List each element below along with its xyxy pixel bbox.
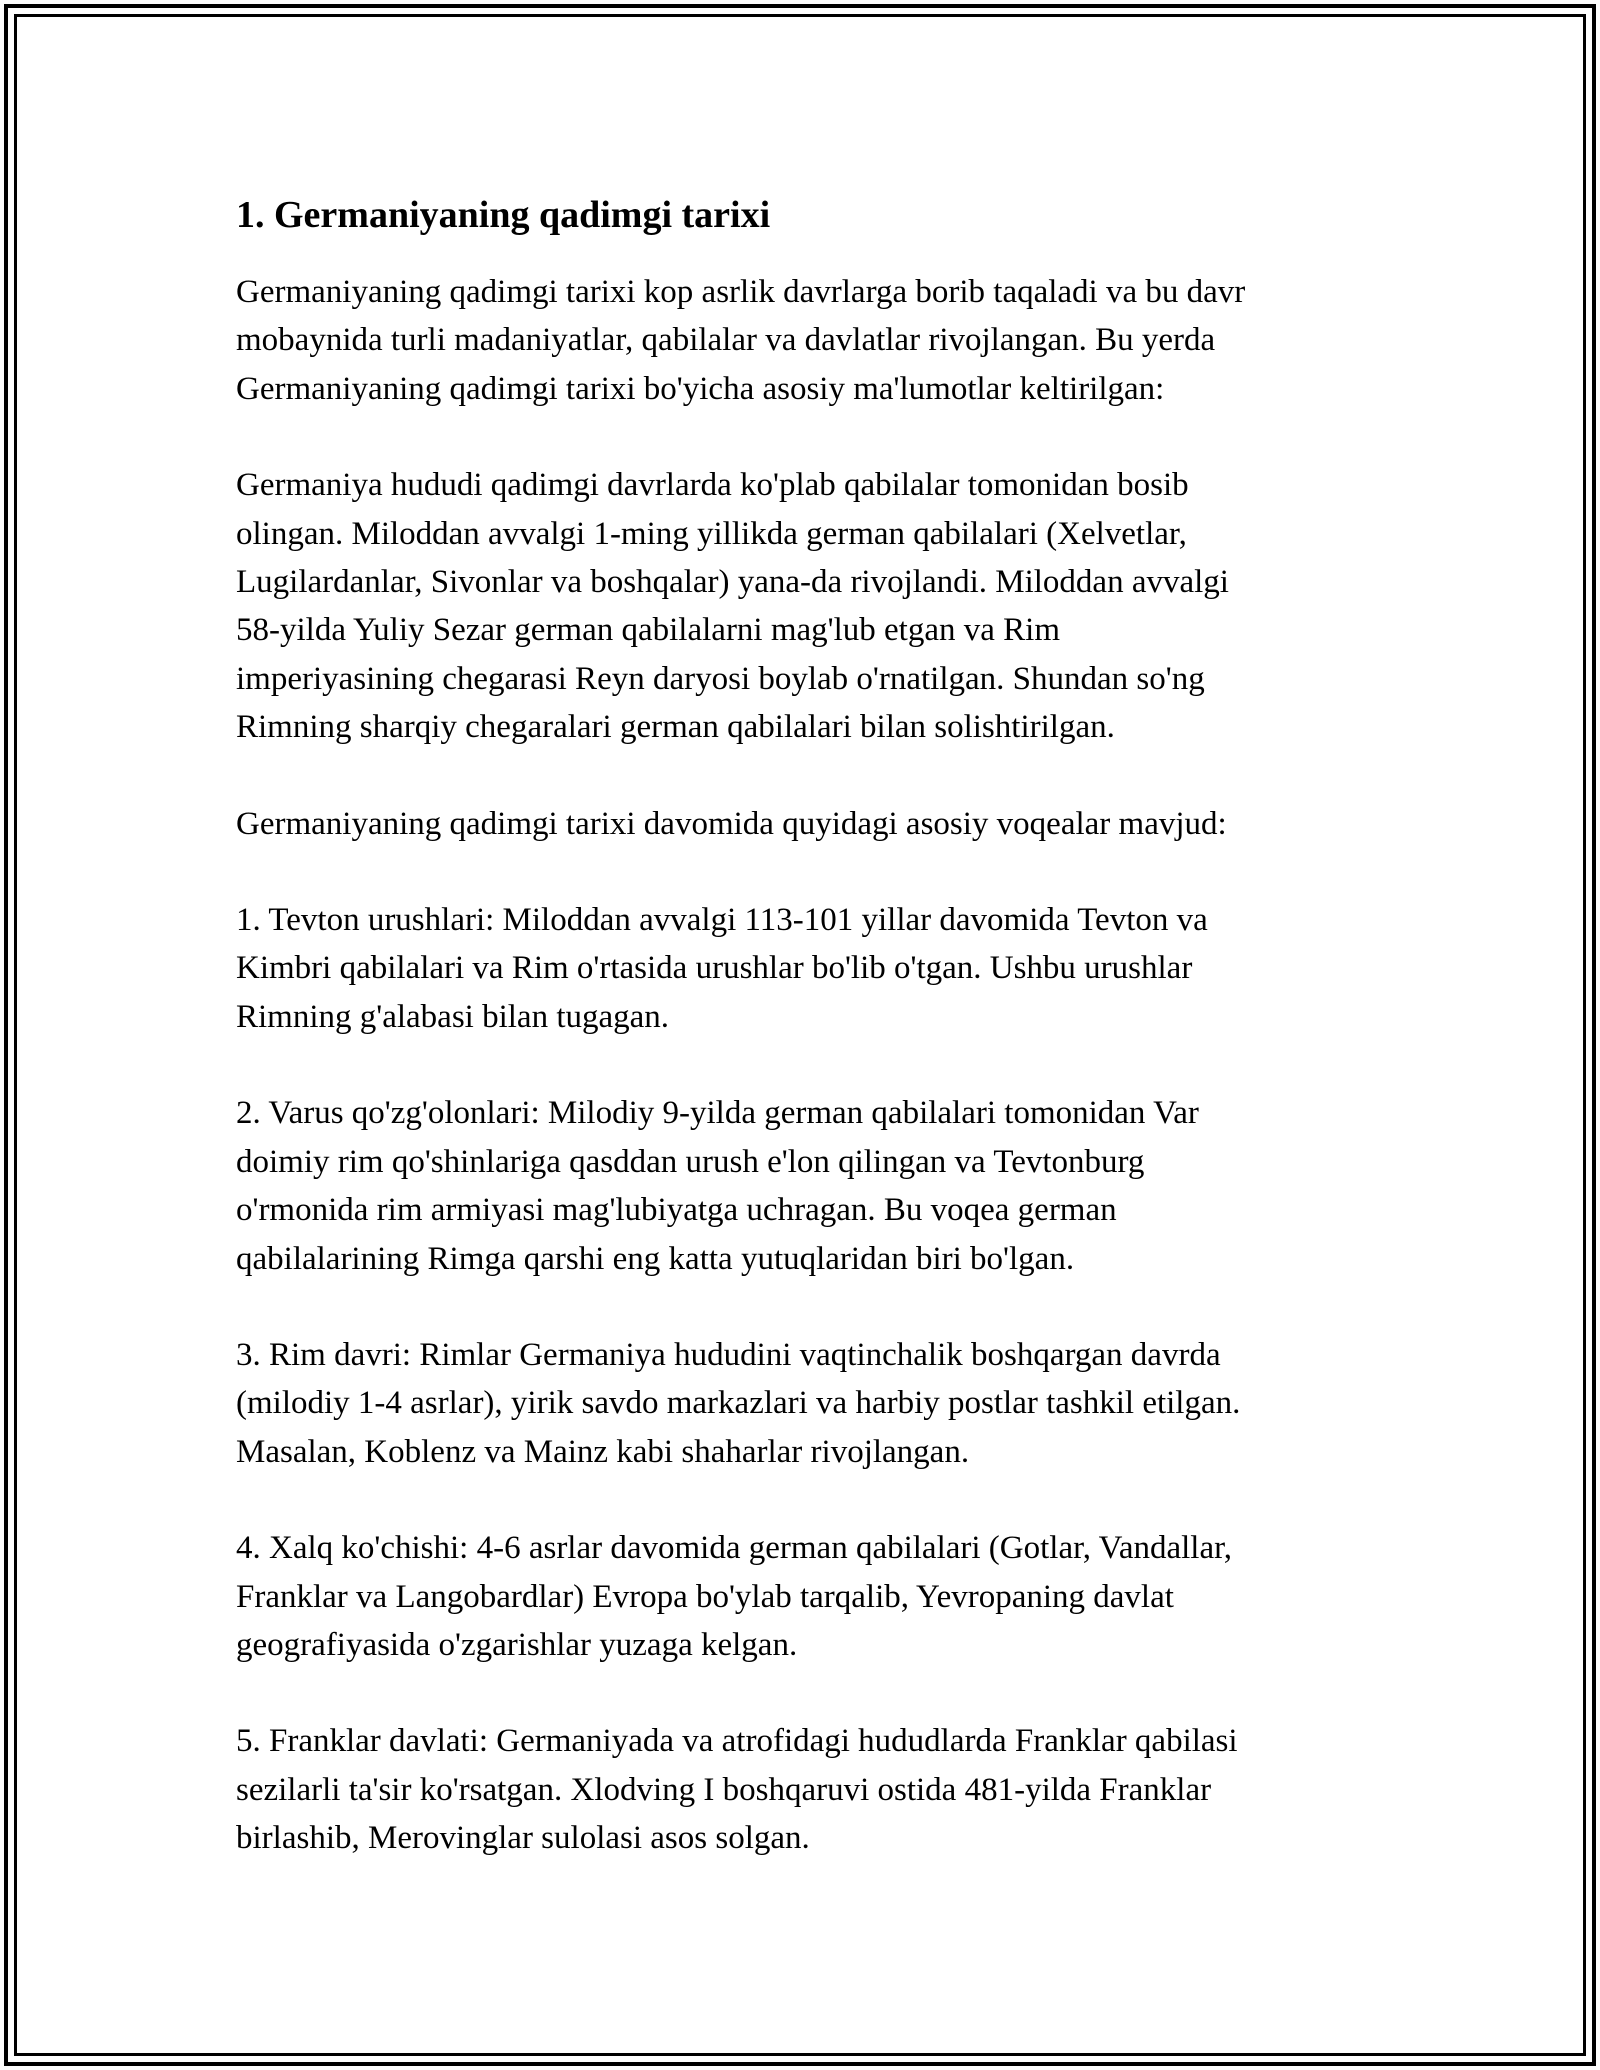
document-title: 1. Germaniyaning qadimgi tarixi [236,194,771,236]
document-body [236,188,1396,1911]
list-item-roman-period: 3. Rim davri: Rimlar Germaniya hududini vaqtinchalik boshqargan davrda (milodiy 1-4 asrlar), yirik savdo markazlari va harbiy postlar tashkil etilgan. Masalan, Koblenz va Mainz kabi shaharlar rivojlangan. [236,1336,1241,1470]
paragraph-intro: Germaniyaning qadimgi tarixi kop asrlik davrlarga borib taqaladi va bu davr mobaynida turli madaniyatlar, qabilalar va davlatlar rivojlangan. Bu yerda Germaniyaning qadimgi tarixi bo'yicha asosiy ma'lumotlar keltirilgan: [236,274,1246,407]
list-item-frankish-state: 5. Franklar davlati: Germaniyada va atrofidagi hududlarda Franklar qabilasi sezilarli ta'sir ko'rsatgan. Xlodving I boshqaruvi ostida 481-yilda Franklar birlashib, Merovinglar sulolasi asos solgan. [236,1723,1238,1857]
list-item-migration-period: 4. Xalq ko'chishi: 4-6 asrlar davomida german qabilalari (Gotlar, Vandallar, Franklar va Langobardlar) Evropa bo'ylab tarqalib, Yevropaning davlat geografiyasida o'zgarishlar yuzaga kelgan. [236,1530,1233,1663]
paragraph-events-intro: Germaniyaning qadimgi tarixi davomida quyidagi asosiy voqealar mavjud: [236,805,1227,842]
list-item-varus-revolts: 2. Varus qo'zg'olonlari: Milodiy 9-yilda german qabilalari tomonidan Var doimiy rim qo'shinlariga qasddan urush e'lon qilingan va Tevtonburg o'rmonida rim armiyasi mag'lubiyatga uchragan. Bu voqea german qabilalarining Rimga qarshi eng katta yutuqlaridan biri bo'lgan. [236,1095,1199,1277]
paragraph-territory: Germaniya hududi qadimgi davrlarda ko'plab qabilalar tomonidan bosib olingan. Miloddan avvalgi 1-ming yillikda german qabilalari (Xelvetlar, Lugilardanlar, Sivonlar va boshqalar) yana-da rivojlandi. Miloddan avvalgi 58-yilda Yuliy Sezar german qabilalarni mag'lub etgan va Rim imperiyasining chegarasi Reyn daryosi boylab o'rnatilgan. Shundan so'ng Rimning sharqiy chegaralari german qabilalari bilan solishtirilgan. [236,467,1229,746]
list-item-teuton-wars: 1. Tevton urushlari: Miloddan avvalgi 113-101 yillar davomida Tevton va Kimbri qabilalari va Rim o'rtasida urushlar bo'lib o'tgan. Ushbu urushlar Rimning g'alabasi bilan tugagan. [236,902,1208,1035]
